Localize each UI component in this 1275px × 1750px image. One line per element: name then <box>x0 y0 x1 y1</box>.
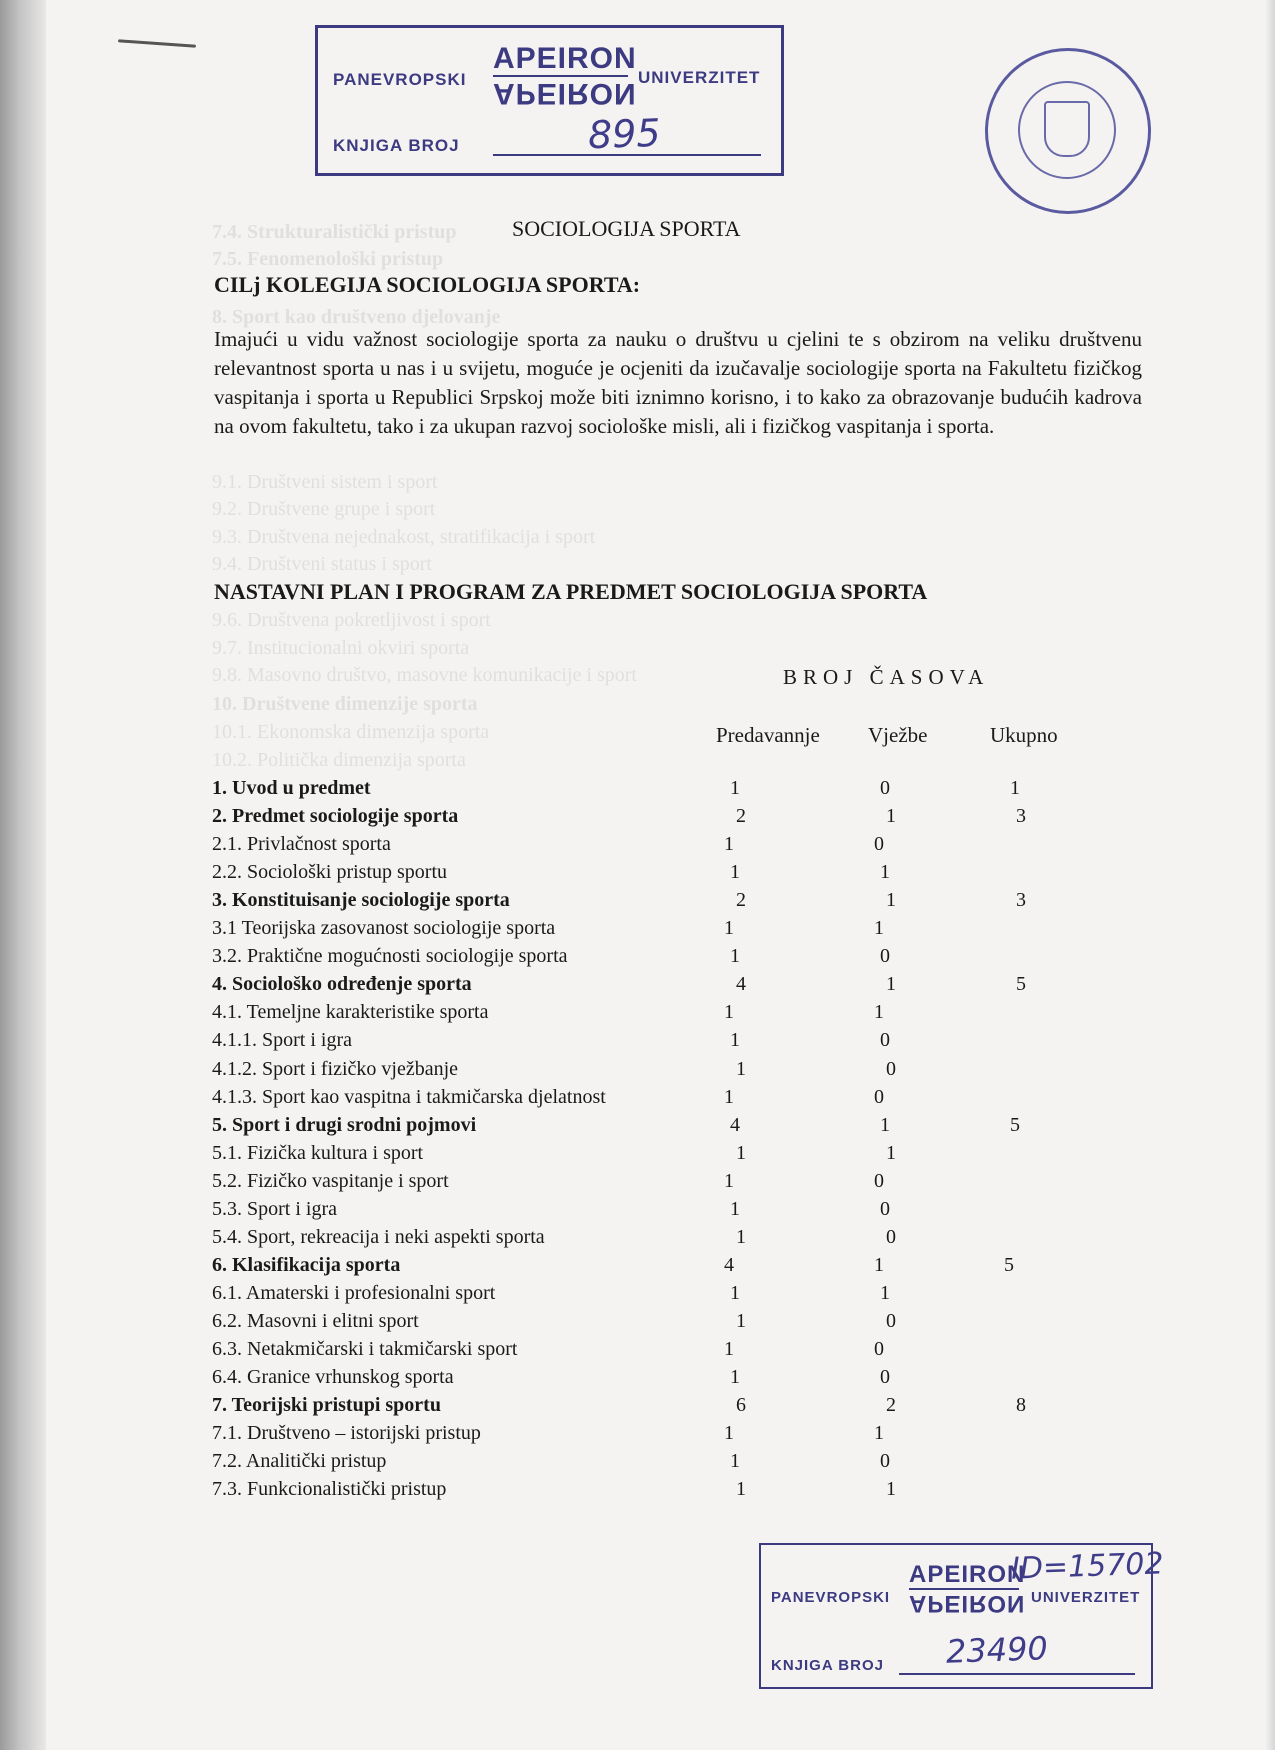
row-exercises-value: 0 <box>874 833 884 855</box>
row-topic: 7.3. Funkcionalistički pristup <box>212 1478 447 1500</box>
stamp-label-right: UNIVERZITET <box>1031 1589 1141 1606</box>
goal-heading: CILj KOLEGIJA SOCIOLOGIJA SPORTA: <box>214 272 641 297</box>
stamp-book-label: KNJIGA BROJ <box>333 136 460 155</box>
plan-heading: NASTAVNI PLAN I PROGRAM ZA PREDMET SOCIOLOGIJA SPORTA <box>214 579 928 604</box>
hours-heading: BROJ ČASOVA <box>783 665 990 689</box>
row-exercises-value: 1 <box>874 917 884 939</box>
column-header-total: Ukupno <box>990 723 1058 747</box>
stamp-brand: APEIRON APEIRON <box>493 42 637 110</box>
row-topic: 6. Klasifikacija sporta <box>212 1254 401 1276</box>
row-exercises-value: 1 <box>886 973 896 995</box>
bleed-through-line: 9.2. Društvene grupe i sport <box>212 498 436 520</box>
row-lectures-value: 1 <box>730 1282 740 1304</box>
row-lectures-value: 1 <box>724 1422 734 1444</box>
row-total-value: 5 <box>1016 973 1026 995</box>
scan-shadow-left <box>0 0 46 1750</box>
row-lectures-value: 1 <box>730 861 740 883</box>
row-exercises-value: 0 <box>880 1029 890 1051</box>
row-total-value: 1 <box>1010 777 1020 799</box>
row-topic: 6.4. Granice vrhunskog sporta <box>212 1366 454 1388</box>
row-topic: 3. Konstituisanje sociologije sporta <box>212 889 510 911</box>
row-exercises-value: 0 <box>880 777 890 799</box>
row-topic: 5.1. Fizička kultura i sport <box>212 1142 424 1164</box>
row-lectures-value: 4 <box>730 1114 740 1136</box>
row-topic: 3.2. Praktične mogućnosti sociologije sporta <box>212 945 568 967</box>
row-topic: 6.2. Masovni i elitni sport <box>212 1310 419 1332</box>
row-exercises-value: 1 <box>886 805 896 827</box>
row-lectures-value: 1 <box>724 1086 734 1108</box>
row-exercises-value: 0 <box>874 1086 884 1108</box>
row-total-value: 3 <box>1016 889 1026 911</box>
column-header-lectures: Predavannje <box>716 723 820 747</box>
row-topic: 4.1. Temeljne karakteristike sporta <box>212 1001 489 1023</box>
library-stamp-top <box>315 25 784 176</box>
row-lectures-value: 1 <box>724 833 734 855</box>
bleed-through-line: 9.4. Društveni status i sport <box>212 553 432 575</box>
row-exercises-value: 0 <box>874 1170 884 1192</box>
row-topic: 4. Sociološko određenje sporta <box>212 973 472 995</box>
bleed-through-line: 8. Sport kao društveno djelovanje <box>212 306 501 328</box>
row-exercises-value: 1 <box>886 1142 896 1164</box>
row-exercises-value: 0 <box>880 1450 890 1472</box>
row-lectures-value: 1 <box>736 1310 746 1332</box>
pen-mark <box>118 39 196 47</box>
row-topic: 4.1.3. Sport kao vaspitna i takmičarska djelatnost <box>212 1086 606 1108</box>
row-topic: 5.3. Sport i igra <box>212 1198 337 1220</box>
stamp-book-label: KNJIGA BROJ <box>771 1657 884 1674</box>
row-topic: 7.2. Analitički pristup <box>212 1450 387 1472</box>
row-lectures-value: 2 <box>736 889 746 911</box>
bleed-through-line: 9.6. Društvena pokretljivost i sport <box>212 609 491 631</box>
row-total-value: 8 <box>1016 1394 1026 1416</box>
scan-shadow-right <box>1265 0 1275 1750</box>
goal-paragraph: Imajući u vidu važnost sociologije sporta za nauku o društvu u cjelini te s obzirom na veliku društvenu relevantnost sporta u nas i u svijetu, moguće je ocjeniti da izučavalje sociologije sporta na Fakultetu fizičkog vaspitanja i sporta u Republici Srpskoj može biti iznimno korisno, i to kako za obrazovanje budućih kadrova na ovom fakultetu, tako i za ukupan razvoj sociološke misli, ali i fizičkog vaspitanja i sporta. <box>214 327 1142 438</box>
stamp-label-left: PANEVROPSKI <box>333 70 467 89</box>
row-exercises-value: 0 <box>886 1310 896 1332</box>
bleed-through-line: 9.1. Društveni sistem i sport <box>212 471 438 493</box>
bleed-through-line: 9.7. Institucionalni okviri sporta <box>212 637 470 659</box>
row-lectures-value: 1 <box>724 1170 734 1192</box>
row-topic: 7.1. Društveno – istorijski pristup <box>212 1422 481 1444</box>
row-lectures-value: 1 <box>730 1366 740 1388</box>
row-lectures-value: 1 <box>724 1338 734 1360</box>
university-seal <box>985 48 1151 214</box>
row-exercises-value: 1 <box>886 889 896 911</box>
row-topic: 2.2. Sociološki pristup sportu <box>212 861 448 883</box>
bleed-through-line: 7.5. Fenomenološki pristup <box>212 248 444 270</box>
row-topic: 5.4. Sport, rekreacija i neki aspekti sporta <box>212 1226 545 1248</box>
row-lectures-value: 4 <box>724 1254 734 1276</box>
row-lectures-value: 1 <box>736 1478 746 1500</box>
row-topic: 6.3. Netakmičarski i takmičarski sport <box>212 1338 518 1360</box>
row-lectures-value: 1 <box>724 1001 734 1023</box>
row-lectures-value: 1 <box>724 917 734 939</box>
row-lectures-value: 1 <box>730 777 740 799</box>
bleed-through-line: 7.4. Strukturalistički pristup <box>212 221 457 243</box>
stamp-label-right: UNIVERZITET <box>638 68 761 87</box>
library-stamp-bottom <box>759 1543 1165 1689</box>
row-exercises-value: 0 <box>886 1058 896 1080</box>
row-exercises-value: 0 <box>886 1226 896 1248</box>
document-title: SOCIOLOGIJA SPORTA <box>512 216 741 241</box>
row-lectures-value: 6 <box>736 1394 746 1416</box>
row-exercises-value: 1 <box>880 1114 890 1136</box>
stamp-book-number: 895 <box>587 110 662 158</box>
stamp-label-left: PANEVROPSKI <box>771 1589 891 1606</box>
row-topic: 5. Sport i drugi srodni pojmovi <box>212 1114 477 1136</box>
row-lectures-value: 1 <box>730 1198 740 1220</box>
stamp-book-number: 23490 <box>945 1629 1049 1671</box>
row-exercises-value: 0 <box>880 945 890 967</box>
bleed-through-line: 10.1. Ekonomska dimenzija sporta <box>212 721 490 743</box>
bleed-through-line: 10.2. Politička dimenzija sporta <box>212 749 466 771</box>
bleed-through-line: 9.3. Društvena nejednakost, stratifikacija i sport <box>212 526 596 548</box>
row-topic: 2. Predmet sociologije sporta <box>212 805 459 827</box>
row-exercises-value: 1 <box>874 1001 884 1023</box>
row-topic: 5.2. Fizičko vaspitanje i sport <box>212 1170 449 1192</box>
row-lectures-value: 1 <box>736 1058 746 1080</box>
row-exercises-value: 1 <box>886 1478 896 1500</box>
row-total-value: 5 <box>1010 1114 1020 1136</box>
row-total-value: 5 <box>1004 1254 1014 1276</box>
row-exercises-value: 0 <box>880 1198 890 1220</box>
row-total-value: 3 <box>1016 805 1026 827</box>
row-lectures-value: 1 <box>736 1142 746 1164</box>
row-lectures-value: 2 <box>736 805 746 827</box>
bleed-through-line: 10. Društvene dimenzije sporta <box>212 693 478 715</box>
seal-emblem-icon <box>1044 101 1090 157</box>
row-lectures-value: 1 <box>730 1450 740 1472</box>
stamp-brand: APEIRON APEIRON <box>909 1561 1026 1617</box>
row-exercises-value: 0 <box>880 1366 890 1388</box>
row-exercises-value: 1 <box>874 1422 884 1444</box>
row-exercises-value: 1 <box>880 861 890 883</box>
row-lectures-value: 1 <box>730 1029 740 1051</box>
stamp-id-number: ID=15702 <box>1010 1546 1165 1587</box>
row-lectures-value: 1 <box>736 1226 746 1248</box>
row-topic: 3.1 Teorijska zasovanost sociologije sporta <box>212 917 556 939</box>
row-topic: 2.1. Privlačnost sporta <box>212 833 391 855</box>
row-exercises-value: 1 <box>874 1254 884 1276</box>
row-topic: 7. Teorijski pristupi sportu <box>212 1394 441 1416</box>
row-exercises-value: 2 <box>886 1394 896 1416</box>
row-topic: 4.1.2. Sport i fizičko vježbanje <box>212 1058 459 1080</box>
row-topic: 6.1. Amaterski i profesionalni sport <box>212 1282 496 1304</box>
column-header-exercises: Vježbe <box>868 723 928 747</box>
bleed-through-line: 9.8. Masovno društvo, masovne komunikacije i sport <box>212 664 637 686</box>
row-exercises-value: 1 <box>880 1282 890 1304</box>
row-lectures-value: 4 <box>736 973 746 995</box>
row-topic: 4.1.1. Sport i igra <box>212 1029 352 1051</box>
row-topic: 1. Uvod u predmet <box>212 777 371 799</box>
row-exercises-value: 0 <box>874 1338 884 1360</box>
row-lectures-value: 1 <box>730 945 740 967</box>
